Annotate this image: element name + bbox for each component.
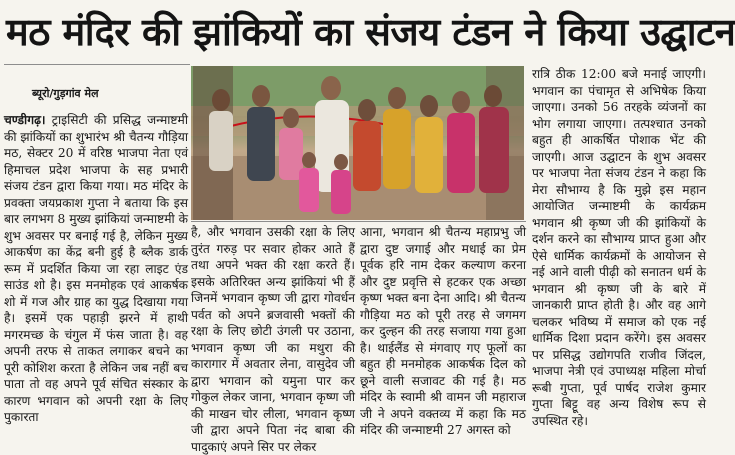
- byline: ब्यूरो/गुड़गांव मेल: [32, 87, 99, 100]
- article-column-2: [191, 224, 355, 454]
- article-column-1: [4, 86, 188, 431]
- column-3-text: आना, भगवान श्री चैतन्य महाप्रभु जी द्वारा दुष्ट जगाई और मधाई का प्रेम पूर्वक हरि नाम देकर कल्याण करना और दुष्ट प्रवृत्ति से हटकर एक अच्छा कृष्ण भक्त बना देना आदि। श्री चैतन्य गौड़िया मठ को पूरी तरह से जगमग कर दुल्हन की तरह सजाया गया हुआ है। थाईलैंड से मंगवाए गए फूलों का बहुत ही मनमोहक आकर्षक दिल को छूने वाली सजावट की गई है। मठ मंदिर के स्वामी श्री वामन जी महाराज जी ने अपने वक्तव्य में कहा कि मठ मंदिर की जन्माष्टमी 27 अगस्त को: [360, 225, 526, 437]
- dateline: चण्डीगढ़।: [4, 113, 46, 127]
- column-4-text: रात्रि ठीक 12:00 बजे मनाई जाएगी। भगवान का पंचामृत से अभिषेक किया जाएगा। उनको 56 तरहके व्यंजनों का भोग लगाया जाएगा। तत्पश्चात उनको बहुत ही आकर्षित पोशाक भेंट की जाएगी। आज उद्घाटन के शुभ अवसर पर भाजपा नेता संजय टंडन ने कहा कि मेरा सौभाग्य है कि मुझे इस महान आयोजित जन्माष्टमी के कार्यक्रम भगवान श्री कृष्ण जी की झांकियों के दर्शन करने का सौभाग्य प्राप्त हुआ और ऐसे धार्मिक कार्यक्रमों के आयोजन से नई आने वाली पीढ़ी को सनातन धर्म के भगवान श्री कृष्ण जी के बारे में जानकारी प्राप्त होती है। और वह आगे चलकर भविष्य में समाज को एक नई धार्मिक दिशा प्रदान करेंगे। इस अवसर पर प्रसिद्ध उद्योगपति राजीव जिंदल, भाजपा नेत्री एवं उपाध्यक्ष महिला मोर्चा रूबी गुप्ता, पूर्व पार्षद राजेश कुमार गुप्ता बिट्टू वह अन्य विशेष रूप से उपस्थित रहे।: [532, 67, 706, 428]
- photo-caption-divider: [191, 221, 526, 222]
- headline: मठ मंदिर की झांकियों का संजय टंडन ने किया उद्घाटन: [6, 10, 735, 54]
- column-2-text: है, और भगवान उसकी रक्षा के लिए तुरंत गरुड़ पर सवार होकर आते हैं तथा अपने भक्त की रक्षा करते हैं। इसके अतिरिक्त अन्य झांकियां भी हैं जिनमें भगवान कृष्ण जी द्वारा गोवर्धन पर्वत को अपने ब्रजवासी भक्तों की रक्षा के लिए छोटी उंगली पर उठाना, भगवान कृष्ण जी का मथुरा की कारागार में अवतार लेना, वासुदेव जी द्वारा भगवान को यमुना पार कर गोकुल लेकर जाना, भगवान कृष्ण जी की माखन चोर लीला, भगवान कृष्ण जी द्वारा अपने पिता नंद बाबा की पादुकाएं अपने सिर पर लेकर: [191, 225, 355, 454]
- article-column-4: [532, 66, 706, 431]
- article-column-3: [360, 224, 526, 437]
- column-1-text: [4, 112, 188, 426]
- column-1-body: ट्राइसिटी की प्रसिद्ध जन्माष्टमी की झांकियों का शुभारंभ श्री चैतन्य गौड़िया मठ, सेक्टर 20 में वरिष्ठ भाजपा नेता एवं हिमाचल प्रदेश भाजपा के सह प्रभारी संजय टंडन द्वारा किया गया। मठ मंदिर के प्रवक्ता जयप्रकाश गुप्ता ने बताया कि इस बार लगभग 8 मुख्य झांकियां जन्माष्टमी के शुभ अवसर पर बनाई गई है, लेकिन मुख्य आकर्षण का केंद्र बनी हुई है ब्लैक डार्क रूम में प्रदर्शित किया जा रहा लाइट एंड साउंड शो है। इस मनमोहक एवं आकर्षक शो में गज और ग्राह का युद्ध दिखाया गया है। इसमें एक पहाड़ी झरने में हाथी मगरमच्छ के चंगुल में फंस जाता है। वह अपनी तरफ से ताकत लगाकर बचने का पूरी कोशिश करता है लेकिन जब नहीं बच पाता तो वह अपने पूर्व संचित संस्कार के कारण भगवान को अपनी रक्षा के लिए पुकारता: [4, 113, 189, 424]
- photo-illustration: [191, 66, 524, 220]
- headline-divider: [4, 64, 190, 65]
- news-photo: [191, 66, 524, 220]
